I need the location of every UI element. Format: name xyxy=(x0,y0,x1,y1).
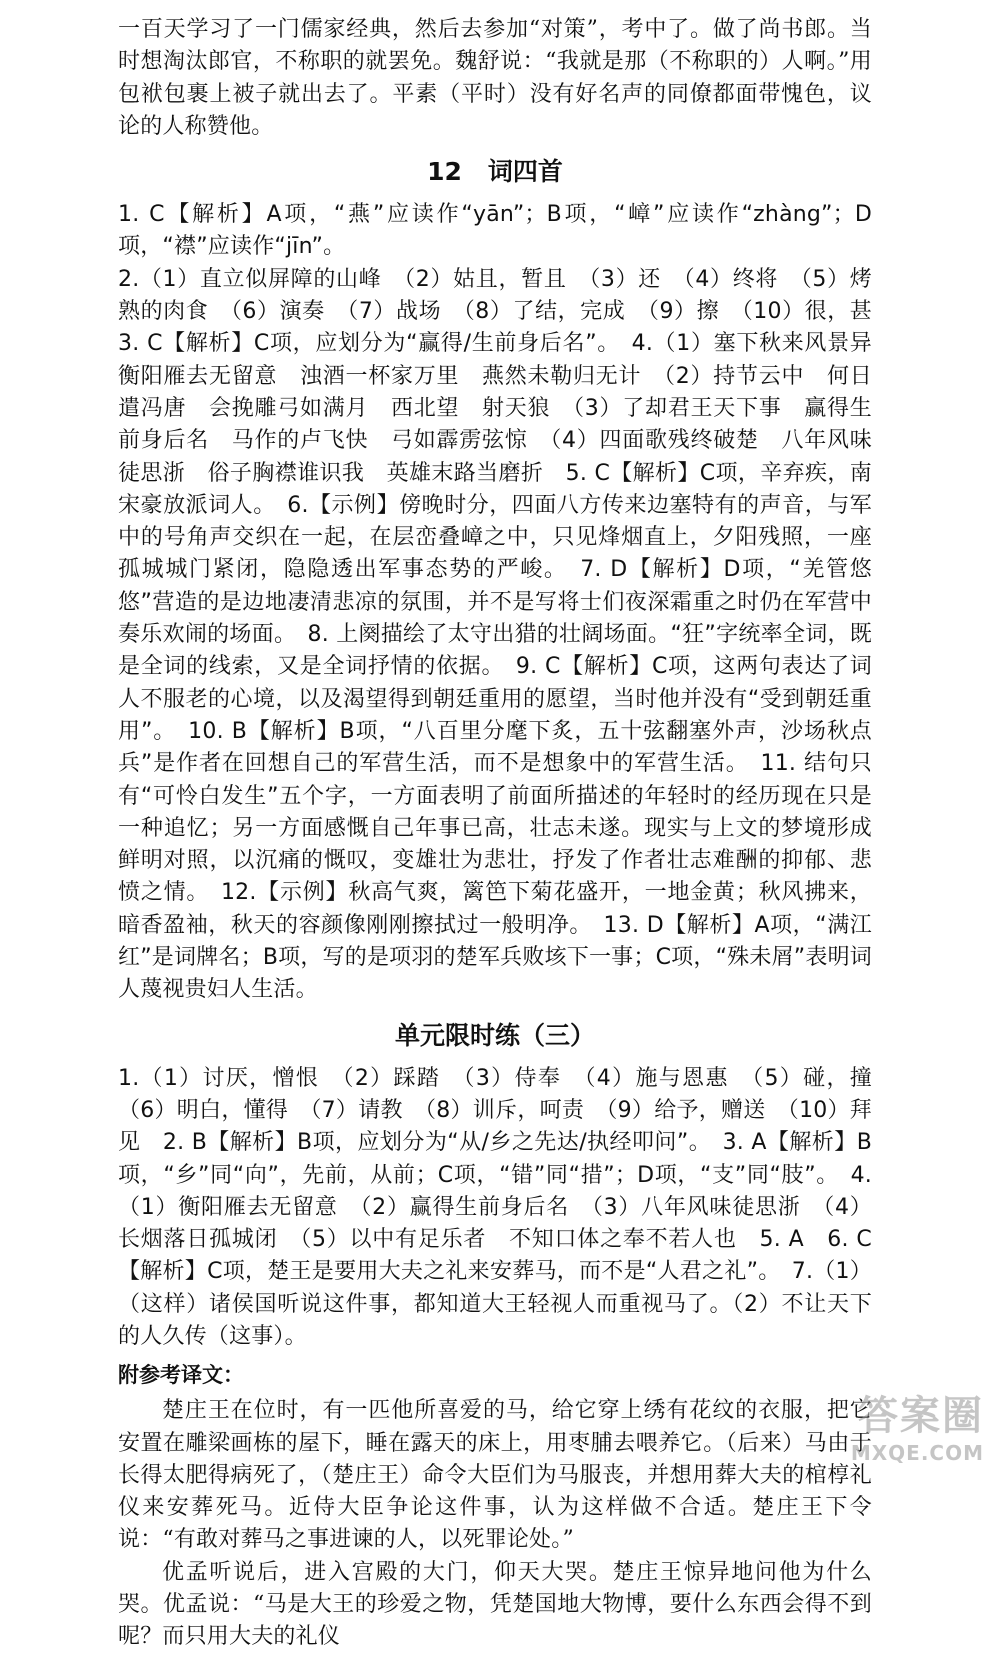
translation-paragraph-2: 优孟听说后，进入宫殿的大门，仰天大哭。楚庄王惊异地问他为什么哭。优孟说：“马是大王的珍爱之物，凭楚国地大物博，要什么东西会得不到呢？而只用大夫的礼仪 xyxy=(118,1559,872,1650)
translation-paragraph-1: 楚庄王在位时，有一匹他所喜爱的马，给它穿上绣有花纹的衣服，把它安置在雕梁画栋的屋下，睡在露天的床上，用枣脯去喂养它。（后来）马由于长得太肥得病死了，（楚庄王）命令大臣们为马服丧，并想用葬大夫的棺椁礼仪来安葬死马。近侍大臣争论这件事，认为这样做不合适。楚庄王下令说：“有敢对葬马之事进谏的人，以死罪论处。” xyxy=(118,1398,872,1553)
section-12-answers xyxy=(118,199,895,1006)
section-number: 12 xyxy=(427,157,462,187)
watermark-text: 答案圈 xyxy=(858,1393,984,1439)
appendix-label: 附参考译文： xyxy=(118,1363,244,1388)
unit-line: 1.（1）讨厌，憎恨 （2）踩踏 （3）侍奉 （4）施与恩惠 （5）碰，撞 （6）明白，懂得 （7）请教 （8）训斥，呵责 （9）给予，赠送 （10）拜见 2. B【解析】B项，应划分为“从/乡之先达/执经叩问”。 3. A【解析】B项，“乡”同“向”，先前，从前；C项，“错”同“措”；D项，“支”同“肢”。 4.（1）衡阳雁去无留意 （2）赢得生前身后名 （3）八年风味徒思浙 （4）长烟落日孤城闭 （5）以中有足乐者 不知口体之奉不若人也 5. A 6. C【解析】C项，楚王是要用大夫之礼来安葬马，而不是“人君之礼”。 7.（1）（这样）诸侯国听说这件事，都知道大王轻视人而重视马了。（2）不让天下的人久传（这事）。 xyxy=(118,1065,895,1349)
unit-test-title: 单元限时练（三） xyxy=(394,1020,595,1050)
unit-test-answers xyxy=(118,1063,895,1354)
section-12-line: 2.（1）直立似屏障的山峰 （2）姑且，暂且 （3）还 （4）终将 （5）烤熟的肉食 （6）演奏 （7）战场 （8）了结，完成 （9）擦 （10）很，甚 3. C【解析】C项，应划分为“赢得/生前身后名”。 4.（1）塞下秋来风景异 衡阳雁去无留意 浊酒一杯家万里 燕然未勒归无计 （2）持节云中 何日遣冯唐 会挽雕弓如满月 西北望 射天狼 （3）了却君王天下事 赢得生前身后名 马作的卢飞快 弓如霹雳弦惊 （4）四面歌残终破楚 八年风味徒思浙 俗子胸襟谁识我 英雄末路当磨折 5. C【解析】C项，辛弃疾，南宋豪放派词人。 6.【示例】傍晚时分，四面八方传来边塞特有的声音，与军中的号角声交织在一起，在层峦叠嶂之中，只见烽烟直上，夕阳残照，一座孤城城门紧闭，隐隐透出军事态势的严峻。 7. D【解析】D项，“羌管悠悠”营造的是边地凄清悲凉的氛围，并不是写将士们夜深霜重之时仍在军营中奏乐欢闹的场面。 8. 上阕描绘了太守出猎的壮阔场面。“狂”字统率全词，既是全词的线索，又是全词抒情的依据。 9. C【解析】C项，这两句表达了词人不服老的心境，以及渴望得到朝廷重用的愿望，当时他并没有“受到朝廷重用”。 10. B【解析】B项，“八百里分麾下炙，五十弦翻塞外声，沙场秋点兵”是作者在回想自己的军营生活，而不是想象中的军营生活。 11. 结句只有“可怜白发生”五个字，一方面表明了前面所描述的年轻时的经历现在只是一种追忆；另一方面感慨自己年事已高，壮志未遂。现实与上文的梦境形成鲜明对照，以沉痛的慨叹，变雄壮为悲壮，抒发了作者壮志难酬的抑郁、悲愤之情。 12.【示例】秋高气爽，篱笆下菊花盛开，一地金黄；秋风拂来，暗香盈袖，秋天的容颜像刚刚擦拭过一般明净。 13. D【解析】A项，“满江红”是词牌名；B项，写的是项羽的楚军兵败垓下一事；C项，“殊未屑”表明词人蔑视贵妇人生活。 xyxy=(118,266,895,1003)
intro-translation: 一百天学习了一门儒家经典，然后去参加“对策”，考中了。做了尚书郎。当时想淘汰郎官，不称职的就罢免。魏舒说：“我就是那（不称职的）人啊。”用包袱包裹上被子就出去了。平素（平时）没有好名声的同僚都面带愧色，议论的人称赞他。 xyxy=(118,17,872,139)
watermark-url: MXQE.COM xyxy=(850,1441,984,1465)
section-title-text: 词四首 xyxy=(487,157,563,187)
section-12-line: 1. C【解析】A项，“燕”应读作“yān”；B项，“嶂”应读作“zhàng”；D项，“襟”应读作“jīn”。 xyxy=(118,202,872,260)
section-12-title xyxy=(118,155,872,189)
